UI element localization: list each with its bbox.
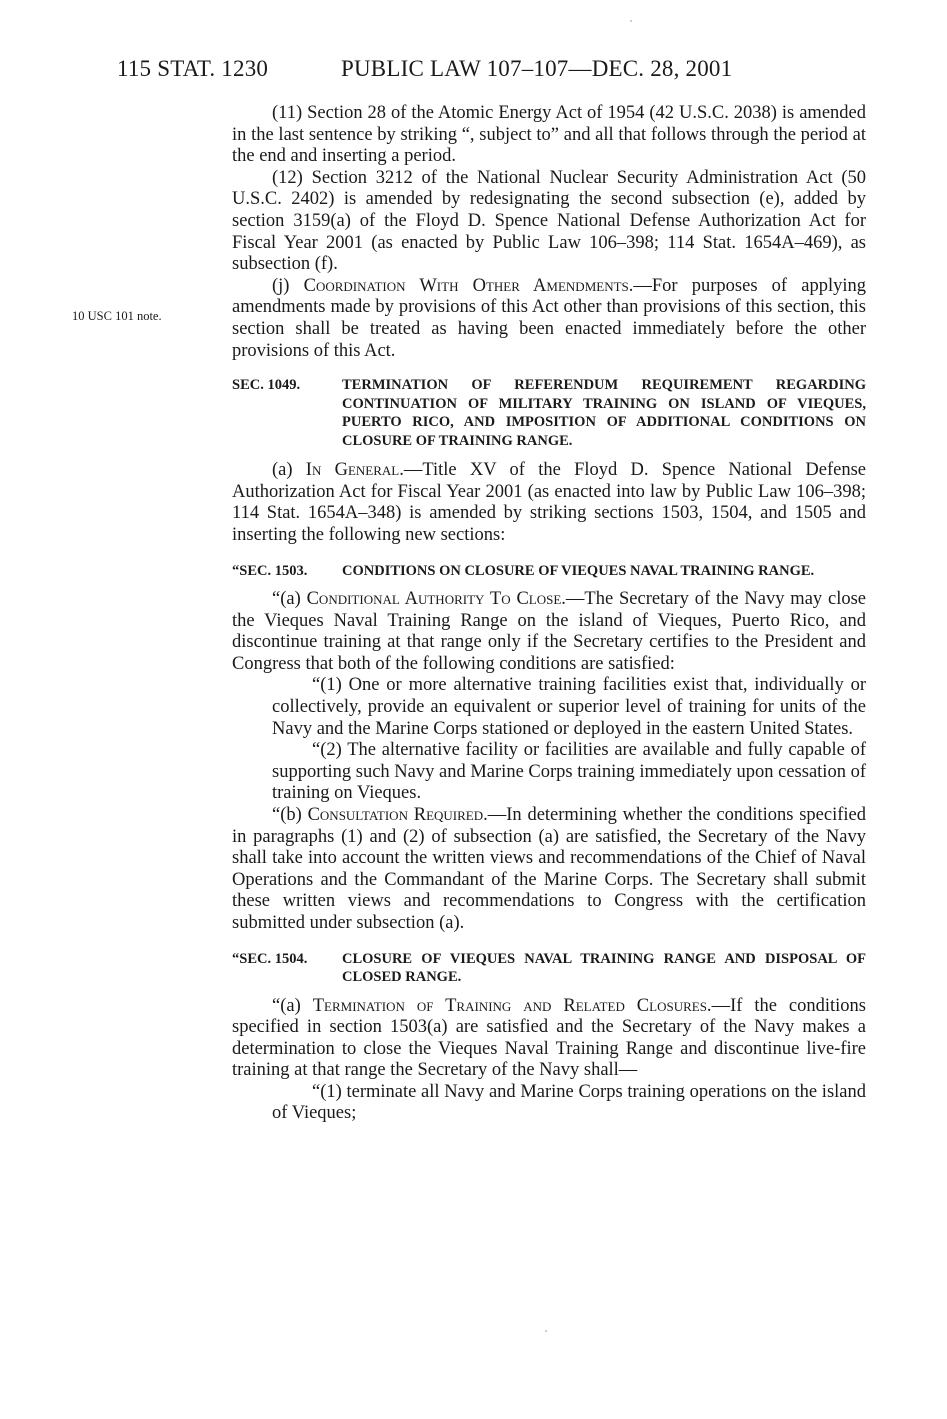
section-1503-a-caption: Conditional Authority To Close.: [306, 589, 566, 609]
subsection-j-caption: Coordination With Other Amendments.: [303, 275, 634, 296]
section-1504-heading: [232, 950, 866, 987]
margin-note: 10 USC 101 note.: [72, 309, 162, 323]
section-1503-condition-1: “(1) One or more alternative training facilities exist that, individually or collectively, provide an equivalent or superior level of training for units of the Navy and the Marine Corps stationed or deployed in the eastern United States.: [272, 675, 866, 739]
section-1503-subsection-a: [232, 589, 866, 675]
section-1503-heading: [232, 562, 866, 581]
statute-page-reference: 115 STAT. 1230: [117, 56, 269, 81]
subsection-j: [232, 276, 866, 362]
document-body: [232, 103, 866, 1125]
section-1504-condition-1: “(1) terminate all Navy and Marine Corps training operations on the island of Vieques;: [272, 1081, 866, 1124]
subsection-j-text: —For purposes of applying amendments made by provisions of this Act other than provisions of this section, this section shall be treated as having been enacted immediately before the other provisions of this Act.: [232, 275, 866, 361]
section-1504-number: “SEC. 1504.: [232, 950, 308, 967]
section-1049-subsection-a: [232, 460, 866, 546]
section-1504-a-lead: “(a): [272, 995, 313, 1016]
section-1049-heading: [232, 376, 866, 450]
section-1503-a-text: —The Secretary of the Navy may close the Vieques Naval Training Range on the island of Vieques, Puerto Rico, and discontinue training at that range only if the Secretary certifies to the President and Congress that both of the following conditions are satisfied:: [232, 589, 866, 674]
section-1503-title: CONDITIONS ON CLOSURE OF VIEQUES NAVAL TRAINING RANGE.: [342, 562, 815, 579]
paragraph-11: (11) Section 28 of the Atomic Energy Act of 1954 (42 U.S.C. 2038) is amended in the last sentence by striking “, subject to” and all that follows through the period at the end and inserting a period.: [232, 103, 866, 167]
section-1049-a-lead: (a): [272, 460, 306, 481]
section-1503-b-lead: “(b): [272, 804, 308, 825]
section-1504-a-caption: Termination of Training and Related Closures.: [312, 995, 712, 1016]
section-1049-title: TERMINATION OF REFERENDUM REQUIREMENT REGARDING CONTINUATION OF MILITARY TRAINING ON ISLAND OF VIEQUES, PUERTO RICO, AND IMPOSITION OF ADDITIONAL CONDITIONS ON CLOSURE OF TRAINING RANGE.: [342, 377, 866, 449]
section-1503-b-text: —In determining whether the conditions specified in paragraphs (1) and (2) of subsection (a) are satisfied, the Secretary of the Navy shall take into account the written views and recommendations of the Chief of Naval Operations and the Commandant of the Marine Corps. The Secretary shall submit these written views and recommendations to Congress with the certification submitted under subsection (a).: [232, 804, 866, 933]
subsection-j-lead: (j): [272, 275, 304, 296]
section-1504-subsection-a: [232, 996, 866, 1082]
section-1503-a-lead: “(a): [272, 589, 307, 609]
section-1503-number: “SEC. 1503.: [232, 562, 308, 579]
scan-speck: [545, 1330, 547, 1332]
section-1049-a-text: —Title XV of the Floyd D. Spence National Defense Authorization Act for Fiscal Year 2001 (as enacted into law by Public Law 106–398; 114 Stat. 1654A–348) is amended by striking sections 1503, 1504, and 1505 and inserting the following new sections:: [232, 460, 866, 545]
section-1503-condition-2: “(2) The alternative facility or facilities are available and fully capable of supporting such Navy and Marine Corps training immediately upon cessation of training on Vieques.: [272, 740, 866, 804]
section-1049-a-caption: In General.: [305, 460, 404, 481]
section-1504-title: CLOSURE OF VIEQUES NAVAL TRAINING RANGE AND DISPOSAL OF CLOSED RANGE.: [342, 950, 866, 985]
section-1503-b-caption: Consultation Required.: [307, 804, 488, 825]
public-law-date: PUBLIC LAW 107–107—DEC. 28, 2001: [341, 56, 733, 81]
section-1503-subsection-b: [232, 805, 866, 935]
running-header: [117, 56, 877, 86]
scan-speck: [630, 20, 632, 22]
paragraph-12: (12) Section 3212 of the National Nuclear Security Administration Act (50 U.S.C. 2402) is amended by redesignating the second subsection (e), added by section 3159(a) of the Floyd D. Spence National Defense Authorization Act for Fiscal Year 2001 (as enacted by Public Law 106–398; 114 Stat. 1654A–469), as subsection (f).: [232, 167, 866, 275]
section-1049-number: SEC. 1049.: [232, 377, 301, 394]
section-1504-a-text: —If the conditions specified in section 1503(a) are satisfied and the Secretary of the Navy makes a determination to close the Vieques Naval Training Range and discontinue live-fire training at that range the Secretary of the Navy shall—: [232, 995, 866, 1081]
